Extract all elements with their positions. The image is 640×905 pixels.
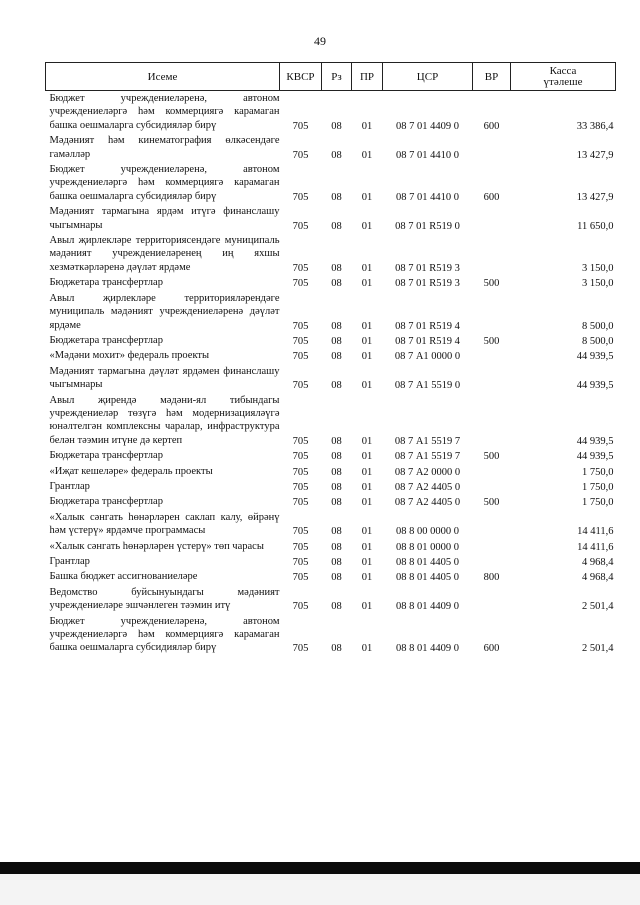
row-csr: 08 8 01 4409 0 — [396, 601, 459, 613]
row-pr: 01 — [361, 481, 373, 493]
row-amount: 3 150,0 — [582, 278, 614, 290]
table-row — [46, 364, 616, 393]
row-kvsr: 705 — [292, 262, 309, 274]
row-vr — [473, 291, 511, 333]
row-csr: 08 7 01 R519 3 — [395, 278, 460, 290]
row-amount: 14 411,6 — [577, 526, 614, 538]
table-row — [46, 204, 616, 233]
row-rz: 08 — [331, 466, 342, 478]
row-kvsr: 705 — [292, 643, 309, 655]
row-amount: 13 427,9 — [576, 191, 614, 203]
row-kvsr: 705 — [292, 220, 309, 232]
row-kvsr: 705 — [292, 149, 309, 161]
row-vr: 600 — [483, 191, 500, 203]
row-name: Мәдәният тармагына ярдәм итүгә финанслашу чыгымнары — [49, 206, 280, 231]
row-vr: 500 — [483, 451, 500, 463]
row-rz: 08 — [331, 191, 342, 203]
row-name: Ведомство буйсынуындагы мәдәният учреждениеләре эшчәнлеген тәэмин итү — [49, 586, 280, 612]
row-kvsr: 705 — [292, 380, 309, 392]
table-row — [46, 233, 616, 275]
row-pr: 01 — [361, 435, 373, 447]
row-kvsr: 705 — [292, 466, 309, 478]
row-rz: 08 — [331, 557, 342, 568]
row-amount: 1 750,0 — [582, 466, 614, 478]
row-pr: 01 — [361, 351, 373, 363]
row-kvsr: 705 — [292, 497, 309, 509]
header-vr: ВР — [473, 63, 511, 91]
row-vr — [473, 585, 511, 614]
row-pr: 01 — [361, 120, 373, 132]
scan-bottom-margin — [0, 874, 640, 905]
row-amount: 1 750,0 — [582, 497, 614, 509]
row-name: Авыл җирендә мәдәни-ял тибындагы учреждениеләр төзүгә һәм модернизацияләүгә юнәлтелгән комплексны чаралар, инфраструктура белән тәэмин итүне дә кертеп — [49, 394, 280, 446]
row-csr: 08 7 01 4410 0 — [396, 191, 459, 203]
row-pr: 01 — [361, 541, 373, 553]
row-pr: 01 — [361, 601, 373, 613]
row-pr: 01 — [361, 451, 373, 463]
row-vr: 500 — [483, 497, 500, 509]
row-vr — [473, 233, 511, 275]
row-pr: 01 — [361, 278, 373, 290]
row-name: Бюджет учреждениеләренә, автоном учреждениеләргә һәм коммерциягә карамаган башка оешмаларга субсидияләр бирү — [49, 164, 280, 202]
row-pr: 01 — [361, 557, 373, 568]
row-pr: 01 — [361, 466, 373, 478]
table-row — [46, 133, 616, 162]
row-name: Мәдәният тармагына дәүләт ярдәмен финанслашу чыгымнары — [49, 365, 280, 391]
row-rz: 08 — [331, 435, 342, 447]
table-row — [46, 510, 616, 539]
table-row — [46, 393, 616, 449]
row-csr: 08 7 А1 0000 0 — [394, 351, 461, 363]
row-vr — [473, 539, 511, 554]
table-row — [46, 91, 616, 134]
header-name: Исеме — [46, 63, 280, 91]
row-csr: 08 8 01 0000 0 — [396, 541, 459, 553]
row-rz: 08 — [331, 335, 342, 347]
row-vr — [473, 348, 511, 363]
row-rz: 08 — [331, 572, 342, 584]
row-csr: 08 8 01 4409 0 — [396, 643, 459, 655]
row-rz: 08 — [331, 481, 342, 493]
row-rz: 08 — [331, 643, 342, 655]
table-row — [46, 333, 616, 348]
row-kvsr: 705 — [292, 120, 309, 132]
row-csr: 08 8 01 4405 0 — [396, 572, 459, 584]
table-row — [46, 539, 616, 554]
row-pr: 01 — [361, 335, 373, 347]
row-pr: 01 — [361, 380, 373, 392]
row-pr: 01 — [361, 572, 373, 584]
row-rz: 08 — [331, 220, 342, 232]
row-csr: 08 7 01 R519 3 — [395, 262, 460, 274]
row-rz: 08 — [331, 526, 342, 538]
row-pr: 01 — [361, 149, 373, 161]
row-csr: 08 7 01 R519 4 — [395, 320, 460, 332]
row-pr: 01 — [361, 220, 373, 232]
row-amount: 44 939,5 — [576, 351, 614, 363]
row-rz: 08 — [331, 120, 342, 132]
row-kvsr: 705 — [292, 435, 309, 447]
row-rz: 08 — [331, 380, 342, 392]
row-rz: 08 — [331, 497, 342, 509]
header-kassa-line2: үтәлеше — [543, 75, 583, 88]
table-row — [46, 554, 616, 569]
row-name: Бюджет учреждениеләренә, автоном учреждениеләргә һәм коммерциягә карамаган башка оешмаларга субсидияләр бирү — [49, 615, 280, 654]
header-rz: Рз — [322, 63, 352, 91]
row-amount: 2 501,4 — [582, 601, 614, 613]
row-kvsr: 705 — [292, 541, 309, 553]
row-kvsr: 705 — [292, 278, 309, 290]
row-csr: 08 7 А2 0000 0 — [394, 466, 461, 478]
header-kassa — [511, 63, 616, 91]
row-name: «Иҗат кешеләре» федераль проекты — [49, 465, 213, 477]
row-csr: 08 7 А1 5519 0 — [394, 380, 461, 392]
row-pr: 01 — [361, 526, 373, 538]
row-vr — [473, 554, 511, 569]
row-name: Бюджетара трансфертлар — [49, 496, 163, 508]
row-vr: 500 — [483, 278, 500, 290]
row-csr: 08 7 01 4409 0 — [396, 120, 459, 132]
row-amount: 4 968,4 — [582, 557, 614, 568]
scan-border-bar — [0, 862, 640, 874]
row-csr: 08 7 А1 5519 7 — [394, 435, 461, 447]
table-row — [46, 479, 616, 494]
row-vr — [473, 510, 511, 539]
row-name: Авыл җирлекләре территорияләрендәге муниципаль мәдәният учреждениеләренә дәүләт ярдәме — [49, 292, 280, 331]
table-row — [46, 162, 616, 204]
row-kvsr: 705 — [292, 451, 309, 463]
row-csr: 08 7 А1 5519 7 — [394, 451, 461, 463]
row-amount: 8 500,0 — [582, 335, 614, 347]
row-vr: 800 — [483, 572, 500, 584]
row-pr: 01 — [361, 191, 373, 203]
table-row — [46, 614, 616, 656]
row-kvsr: 705 — [292, 191, 309, 203]
row-vr — [473, 464, 511, 479]
budget-table — [45, 62, 616, 656]
row-name: Авыл җирлекләре территориясендәге муниципаль мәдәният учреждениеләренең иң яхшы хезмәткәрләренә дәүләт ярдәме — [49, 235, 280, 273]
row-name: Бюджет учреждениеләренә, автоном учреждениеләргә һәм коммерциягә карамаган башка оешмаларга субсидияләр бирү — [49, 93, 280, 131]
row-name: Башка бюджет ассигнованиеләре — [49, 571, 198, 583]
row-amount: 33 386,4 — [576, 120, 614, 132]
row-amount: 11 650,0 — [577, 220, 614, 232]
row-kvsr: 705 — [292, 557, 309, 568]
row-kvsr: 705 — [292, 601, 309, 613]
row-vr: 600 — [483, 643, 500, 655]
row-vr — [473, 393, 511, 449]
row-rz: 08 — [331, 262, 342, 274]
table-row — [46, 291, 616, 333]
row-csr: 08 7 01 R519 4 — [395, 335, 460, 347]
row-csr: 08 7 01 R519 0 — [395, 220, 460, 232]
row-amount: 14 411,6 — [577, 541, 614, 553]
header-csr: ЦСР — [383, 63, 473, 91]
row-kvsr: 705 — [292, 335, 309, 347]
row-pr: 01 — [361, 643, 373, 655]
table-row — [46, 585, 616, 614]
row-name: Бюджетара трансфертлар — [49, 277, 163, 289]
row-amount: 44 939,5 — [576, 435, 614, 447]
row-name: Мәдәният һәм кинематография өлкәсендәге гамәлләр — [49, 135, 280, 160]
row-pr: 01 — [361, 497, 373, 509]
row-csr: 08 8 01 4405 0 — [396, 557, 459, 568]
row-rz: 08 — [331, 601, 342, 613]
row-name: «Халык сәнгать һөнәрләрен саклап калу, өйрәнү һәм үстерү» ярдәмче программасы — [49, 511, 280, 537]
row-name: Бюджетара трансфертлар — [49, 450, 163, 462]
row-rz: 08 — [331, 351, 342, 363]
row-rz: 08 — [331, 451, 342, 463]
row-rz: 08 — [331, 541, 342, 553]
row-name: Грантлар — [49, 480, 90, 492]
row-vr — [473, 364, 511, 393]
row-kvsr: 705 — [292, 351, 309, 363]
header-pr: ПР — [352, 63, 383, 91]
row-name: Грантлар — [49, 556, 90, 567]
row-kvsr: 705 — [292, 526, 309, 538]
row-vr — [473, 479, 511, 494]
row-vr: 600 — [483, 120, 500, 132]
row-name: «Халык сәнгать һөнәрләрен үстерү» төп чарасы — [49, 540, 264, 552]
table-row — [46, 494, 616, 509]
row-amount: 13 427,9 — [576, 149, 614, 161]
row-vr — [473, 133, 511, 162]
table-header-row — [46, 63, 616, 91]
table-row — [46, 569, 616, 584]
table-row — [46, 464, 616, 479]
row-csr: 08 7 А2 4405 0 — [394, 481, 461, 493]
row-amount: 44 939,5 — [576, 451, 614, 463]
row-rz: 08 — [331, 278, 342, 290]
header-kassa-line1: Касса — [549, 64, 577, 77]
page-number: 49 — [314, 34, 326, 48]
header-kvsr: КВСР — [280, 63, 322, 91]
row-kvsr: 705 — [292, 320, 309, 332]
row-kvsr: 705 — [292, 481, 309, 493]
row-csr: 08 8 00 0000 0 — [396, 526, 459, 538]
row-kvsr: 705 — [292, 572, 309, 584]
row-pr: 01 — [361, 262, 373, 274]
table-row — [46, 348, 616, 363]
row-amount: 8 500,0 — [582, 320, 614, 332]
row-name: «Мәдәни мохит» федераль проекты — [49, 350, 210, 362]
row-pr: 01 — [361, 320, 373, 332]
row-name: Бюджетара трансфертлар — [49, 334, 163, 346]
row-csr: 08 7 01 4410 0 — [396, 149, 459, 161]
row-amount: 44 939,5 — [576, 380, 614, 392]
row-rz: 08 — [331, 149, 342, 161]
row-amount: 4 968,4 — [582, 572, 614, 584]
row-amount: 3 150,0 — [582, 262, 614, 274]
row-amount: 1 750,0 — [582, 481, 614, 493]
row-amount: 2 501,4 — [582, 643, 614, 655]
row-rz: 08 — [331, 320, 342, 332]
table-row — [46, 275, 616, 290]
row-vr — [473, 204, 511, 233]
row-csr: 08 7 А2 4405 0 — [394, 497, 461, 509]
row-vr: 500 — [483, 335, 500, 347]
table-row — [46, 448, 616, 463]
table-body — [46, 91, 616, 656]
